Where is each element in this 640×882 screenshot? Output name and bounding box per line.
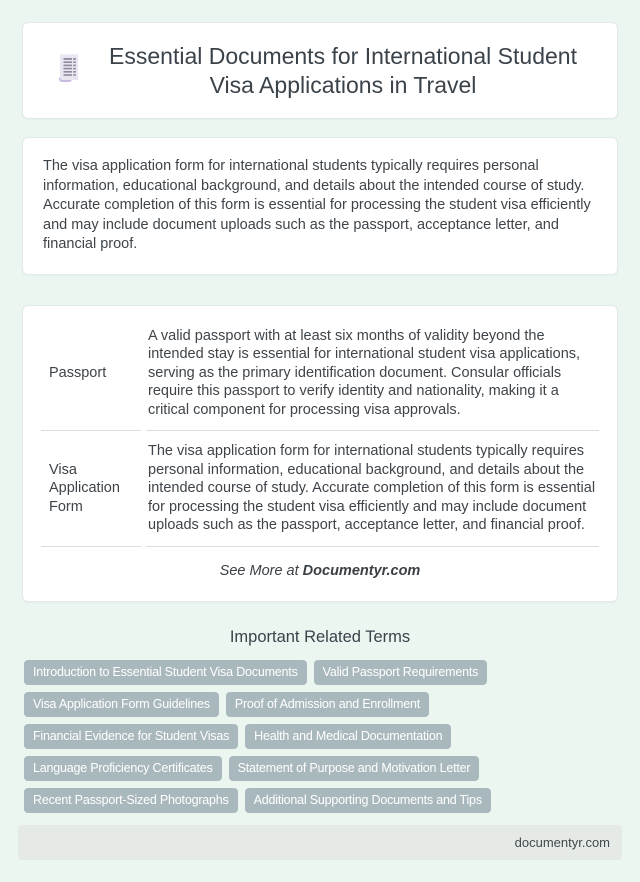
related-terms-list <box>24 660 620 813</box>
related-terms-heading: Important Related Terms <box>229 627 411 646</box>
related-term-tag[interactable]: Language Proficiency Certificates <box>24 756 222 781</box>
page-title: Essential Documents for International Student Visa Applications in Travel <box>109 42 577 98</box>
related-term-tag[interactable]: Visa Application Form Guidelines <box>24 692 219 717</box>
related-term-tag[interactable]: Valid Passport Requirements <box>314 660 488 685</box>
footer-bar <box>18 825 622 860</box>
related-term-tag[interactable]: Statement of Purpose and Motivation Letter <box>229 756 480 781</box>
related-term-tag[interactable]: Financial Evidence for Student Visas <box>24 724 238 749</box>
related-term-tag[interactable]: Introduction to Essential Student Visa Documents <box>24 660 307 685</box>
document-description: A valid passport with at least six months of validity beyond the intended stay is essential for international student visa applications, serving as the primary identification document. Consular officials require this passport to verify identity and nationality, making it a critical component for processing visa approvals. <box>146 316 599 432</box>
related-term-tag[interactable]: Health and Medical Documentation <box>245 724 451 749</box>
see-more-prefix: See More at <box>219 562 303 579</box>
related-term-tag[interactable]: Proof of Admission and Enrollment <box>226 692 429 717</box>
title-card <box>22 22 618 119</box>
footer-site-name: documentyr.com <box>514 834 610 850</box>
document-description: The visa application form for international students typically requires personal information, educational background, and details about the intended course of study. Accurate completion of this form is essential for processing the student visa efficiently and may include document uploads such as the passport, acceptance letter, and financial proof. <box>146 431 599 547</box>
related-term-tag[interactable]: Additional Supporting Documents and Tips <box>245 788 491 813</box>
see-more-brand: Documentyr.com <box>302 562 421 579</box>
table-row <box>41 316 599 432</box>
see-more-line <box>41 547 599 585</box>
document-term: Passport <box>41 316 141 432</box>
summary-text: The visa application form for international students typically requires personal information, educational background, and details about the intended course of study. Accurate completion of this form is essential for processing the student visa efficiently and may include document uploads such as the passport, acceptance letter, and financial proof. <box>43 158 591 252</box>
related-term-tag[interactable]: Recent Passport-Sized Photographs <box>24 788 238 813</box>
document-term: Visa Application Form <box>41 431 141 547</box>
summary-card <box>22 137 618 275</box>
table-row <box>41 431 599 547</box>
documents-table-card <box>22 305 618 602</box>
receipt-icon <box>57 52 83 89</box>
